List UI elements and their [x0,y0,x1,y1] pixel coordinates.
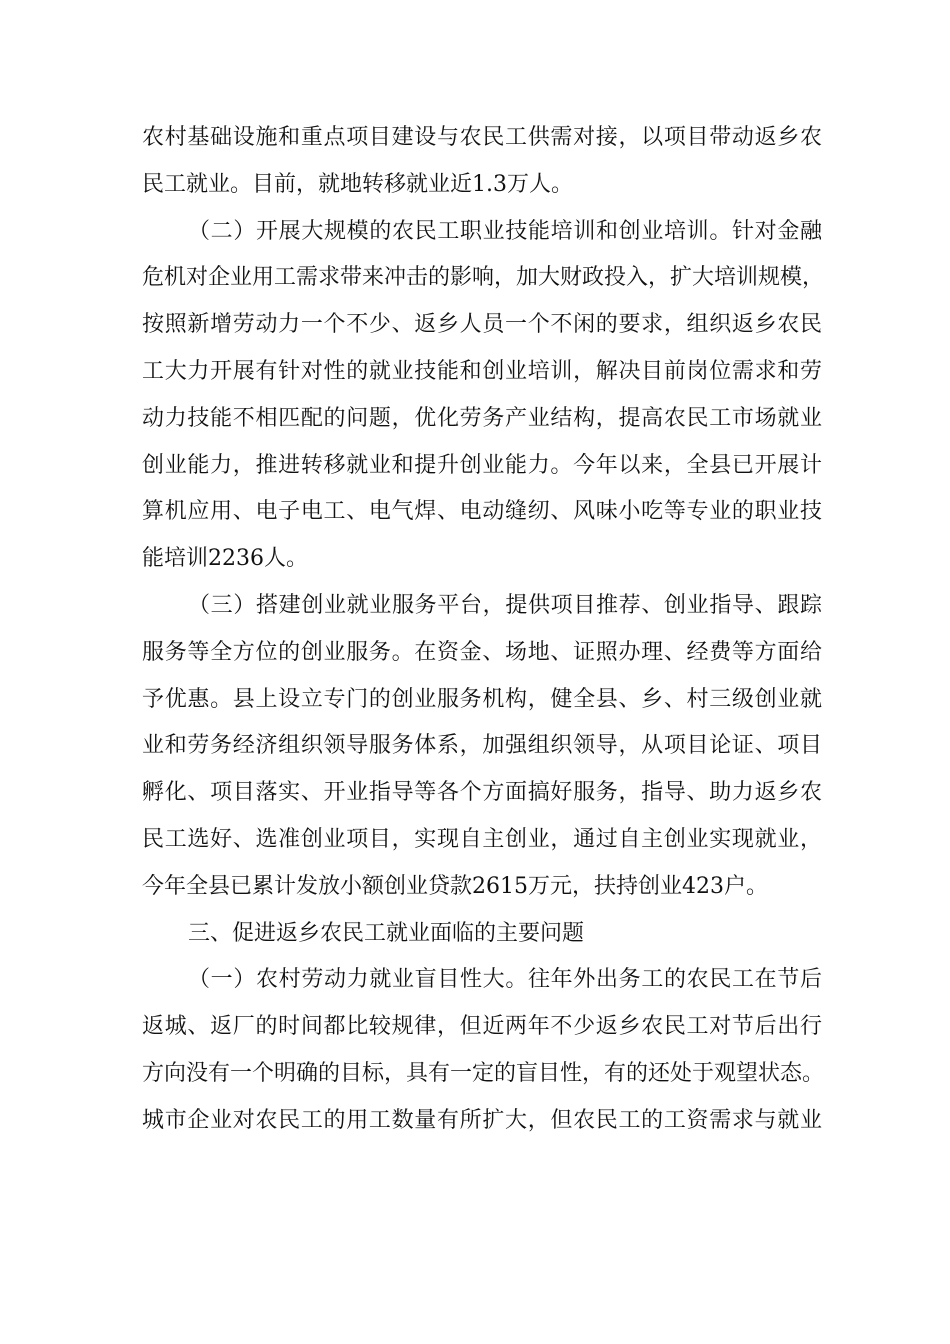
text-line-21: 方向没有一个明确的目标，具有一定的盲目性，有的还处于观望状态。 [142,1060,825,1086]
text-line-13: 予优惠。县上设立专门的创业服务机构，健全县、乡、村三级创业就 [142,686,822,712]
text-line-3: （二）开展大规模的农民工职业技能培训和创业培训。针对金融 [188,218,822,244]
text-line-20: 返城、返厂的时间都比较规律，但近两年不少返乡农民工对节后出行 [142,1014,822,1040]
text-line-2: 民工就业。目前，就地转移就业近1.3万人。 [142,171,573,197]
text-line-10: 能培训2236人。 [142,546,308,572]
text-line-5: 按照新增劳动力一个不少、返乡人员一个不闲的要求，组织返乡农民 [142,312,822,338]
section-heading: 三、促进返乡农民工就业面临的主要问题 [188,920,585,946]
text-line-11: （三）搭建创业就业服务平台，提供项目推荐、创业指导、跟踪 [188,592,822,618]
text-line-8: 创业能力，推进转移就业和提升创业能力。今年以来，全县已开展计 [142,452,822,478]
text-line-19: （一）农村劳动力就业盲目性大。往年外出务工的农民工在节后 [188,967,822,993]
text-line-14: 业和劳务经济组织领导服务体系，加强组织领导，从项目论证、项目 [142,733,822,759]
document-page [142,115,825,1145]
text-line-15: 孵化、项目落实、开业指导等各个方面搞好服务，指导、助力返乡农 [142,780,822,806]
text-line-9: 算机应用、电子电工、电气焊、电动缝纫、风味小吃等专业的职业技 [142,499,822,525]
text-line-1: 农村基础设施和重点项目建设与农民工供需对接，以项目带动返乡农 [142,125,822,150]
text-line-6: 工大力开展有针对性的就业技能和创业培训，解决目前岗位需求和劳 [142,358,822,384]
text-line-4: 危机对企业用工需求带来冲击的影响，加大财政投入，扩大培训规模， [142,265,825,291]
text-line-7: 动力技能不相匹配的问题，优化劳务产业结构，提高农民工市场就业 [142,405,822,431]
text-line-22: 城市企业对农民工的用工数量有所扩大，但农民工的工资需求与就业 [142,1107,822,1133]
text-line-12: 服务等全方位的创业服务。在资金、场地、证照办理、经费等方面给 [142,639,822,665]
text-line-16: 民工选好、选准创业项目，实现自主创业，通过自主创业实现就业， [142,826,822,852]
text-line-17: 今年全县已累计发放小额创业贷款2615万元，扶持创业423户。 [142,873,768,899]
